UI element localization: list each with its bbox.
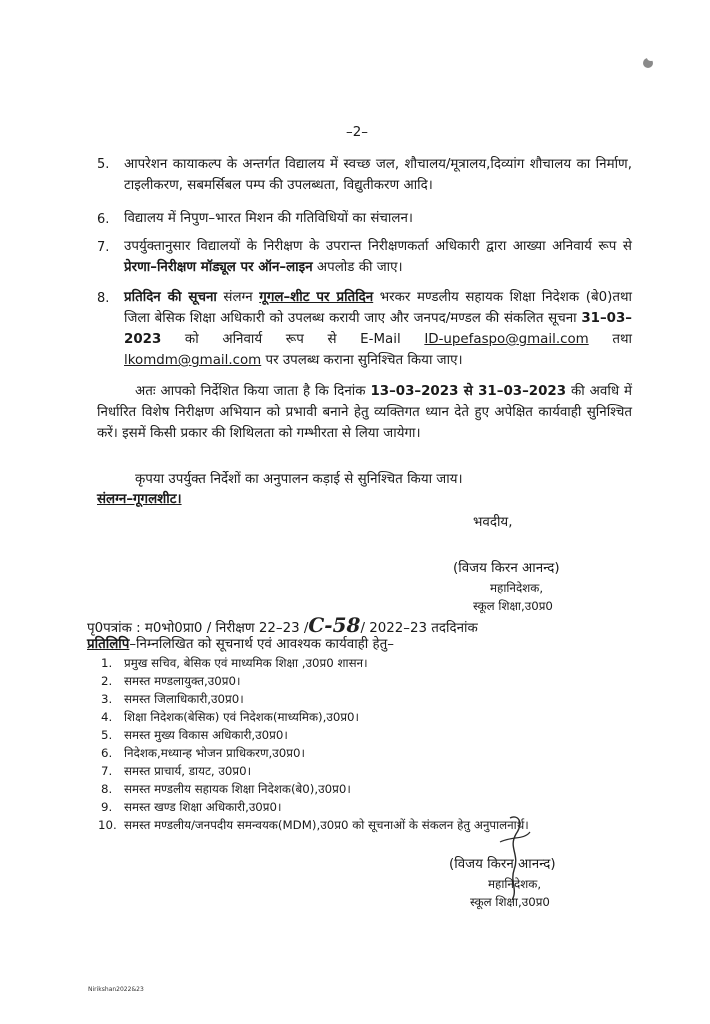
page-number: –2– — [346, 125, 368, 140]
copy-item: समस्त प्राचार्य, डायट, उ0प्र0। — [124, 764, 252, 778]
copy-item-number: 7. — [101, 764, 113, 778]
copy-heading: प्रतिलिपि–निम्नलिखित को सूचनार्थ एवं आवश्यक कार्यवाही हेतु– — [87, 637, 394, 652]
footer-filename: Nirikshan2022&23 — [88, 986, 144, 993]
signatory-name: (विजय किरन आनन्द) — [453, 561, 560, 576]
copy-item: समस्त जिलाधिकारी,उ0प्र0। — [124, 692, 244, 706]
signatory-office: स्कूल शिक्षा,उ0प्र0 — [473, 599, 553, 613]
item-text: आपरेशन कायाकल्प के अन्तर्गत विद्यालय में स्वच्छ जल, शौचालय/मूत्रालय,दिव्यांग शौचालय का निर्माण, टाइलीकरण, सबमर्सिबल पम्प की उपलब्धता, विद्युतीकरण आदि। — [124, 157, 632, 193]
item-number: 7. — [97, 240, 110, 255]
copy-item-number: 8. — [101, 782, 113, 796]
list-item: प्रतिदिन की सूचना संलग्न गूगल–शीट पर प्रतिदिन भरकर मण्डलीय सहायक शिक्षा निदेशक (बे0)तथा जिला बेसिक शिक्षा अधिकारी को उपलब्ध करायी जाए और जनपद/मण्डल की संकलित सूचना 31–03–2023 को अनिवार्य रूप से E-Mail ID-upefaspo@gmail.com तथा lkomdm@gmail.com पर उपलब्ध कराना सुनिश्चित किया जाए। — [124, 290, 633, 368]
email-link[interactable]: lkomdm@gmail.com — [124, 353, 262, 368]
request-paragraph: कृपया उपर्युक्त निर्देशों का अनुपालन कड़ाई से सुनिश्चित किया जाय। — [135, 472, 463, 487]
copy-item: समस्त मण्डलीय/जनपदीय समन्वयक(MDM),उ0प्र0 को सूचनाओं के संकलन हेतु अनुपालनार्थ। — [124, 818, 529, 832]
copy-item: समस्त खण्ड शिक्षा अधिकारी,उ0प्र0। — [124, 800, 282, 814]
closing: भवदीय, — [473, 515, 513, 530]
copy-item-number: 4. — [101, 710, 113, 724]
corner-mark-icon — [643, 58, 653, 68]
copy-item-number: 1. — [101, 656, 113, 670]
signatory-name: (विजय किरन आनन्द) — [449, 857, 556, 872]
item-text: विद्यालय में निपुण–भारत मिशन की गतिविधियों का संचालन। — [124, 211, 413, 226]
copy-item-number: 2. — [101, 674, 113, 688]
copy-item: शिक्षा निदेशक(बेसिक) एवं निदेशक(माध्यमिक),उ0प्र0। — [124, 710, 360, 724]
copy-item: समस्त मण्डलीय सहायक शिक्षा निदेशक(बे0),उ0प्र0। — [124, 782, 351, 796]
copy-item-number: 3. — [101, 692, 113, 706]
copy-item-number: 9. — [101, 800, 113, 814]
list-item — [124, 154, 632, 196]
copy-item-number: 6. — [101, 746, 113, 760]
copy-item: निदेशक,मध्यान्ह भोजन प्राधिकरण,उ0प्र0। — [124, 746, 305, 760]
prerna-module-text: प्रेरणा–निरीक्षण मॉड्यूल पर ऑन–लाइन — [124, 260, 313, 275]
item-number: 8. — [97, 291, 110, 306]
copy-item: समस्त मुख्य विकास अधिकारी,उ0प्र0। — [124, 728, 288, 742]
enclosure-note: संलग्न–गूगलशीट। — [97, 492, 182, 507]
endorsement-line: पृ0पत्रांक : म0भो0प्रा0 / निरीक्षण 22–23 /C-58/ 2022–23 तददिनांक — [87, 613, 478, 637]
copy-item-number: 5. — [101, 728, 113, 742]
handwritten-number: C-58 — [308, 613, 361, 637]
list-item: उपर्युक्तानुसार विद्यालयों के निरीक्षण के उपरान्त निरीक्षणकर्ता अधिकारी द्वारा आख्या अनिवार्य रूप से प्रेरणा–निरीक्षण मॉड्यूल पर ऑन–लाइन अपलोड की जाए। — [124, 239, 632, 275]
copy-item: प्रमुख सचिव, बेसिक एवं माध्यमिक शिक्षा ,उ0प्र0 शासन। — [124, 656, 368, 670]
signatory-designation: महानिदेशक, — [488, 877, 542, 891]
item-number: 6. — [97, 212, 110, 227]
copy-item: समस्त मण्डलायुक्त,उ0प्र0। — [124, 674, 241, 688]
copy-item-number: 10. — [98, 818, 117, 832]
signatory-designation: महानिदेशक, — [490, 581, 544, 595]
email-link[interactable]: ID-upefaspo@gmail.com — [424, 332, 589, 347]
item-number: 5. — [97, 157, 110, 172]
direction-paragraph: अतः आपको निर्देशित किया जाता है कि दिनांक 13–03–2023 से 31–03–2023 की अवधि में निर्धारित विशेष निरीक्षण अभियान को प्रभावी बनाने हेतु व्यक्तिगत ध्यान देते हुए अपेक्षित कार्यवाही सुनिश्चित करें। इसमें किसी प्रकार की शिथिलता को गम्भीरता से लिया जायेगा। — [97, 384, 632, 441]
signatory-office: स्कूल शिक्षा,उ0प्र0 — [470, 895, 550, 909]
